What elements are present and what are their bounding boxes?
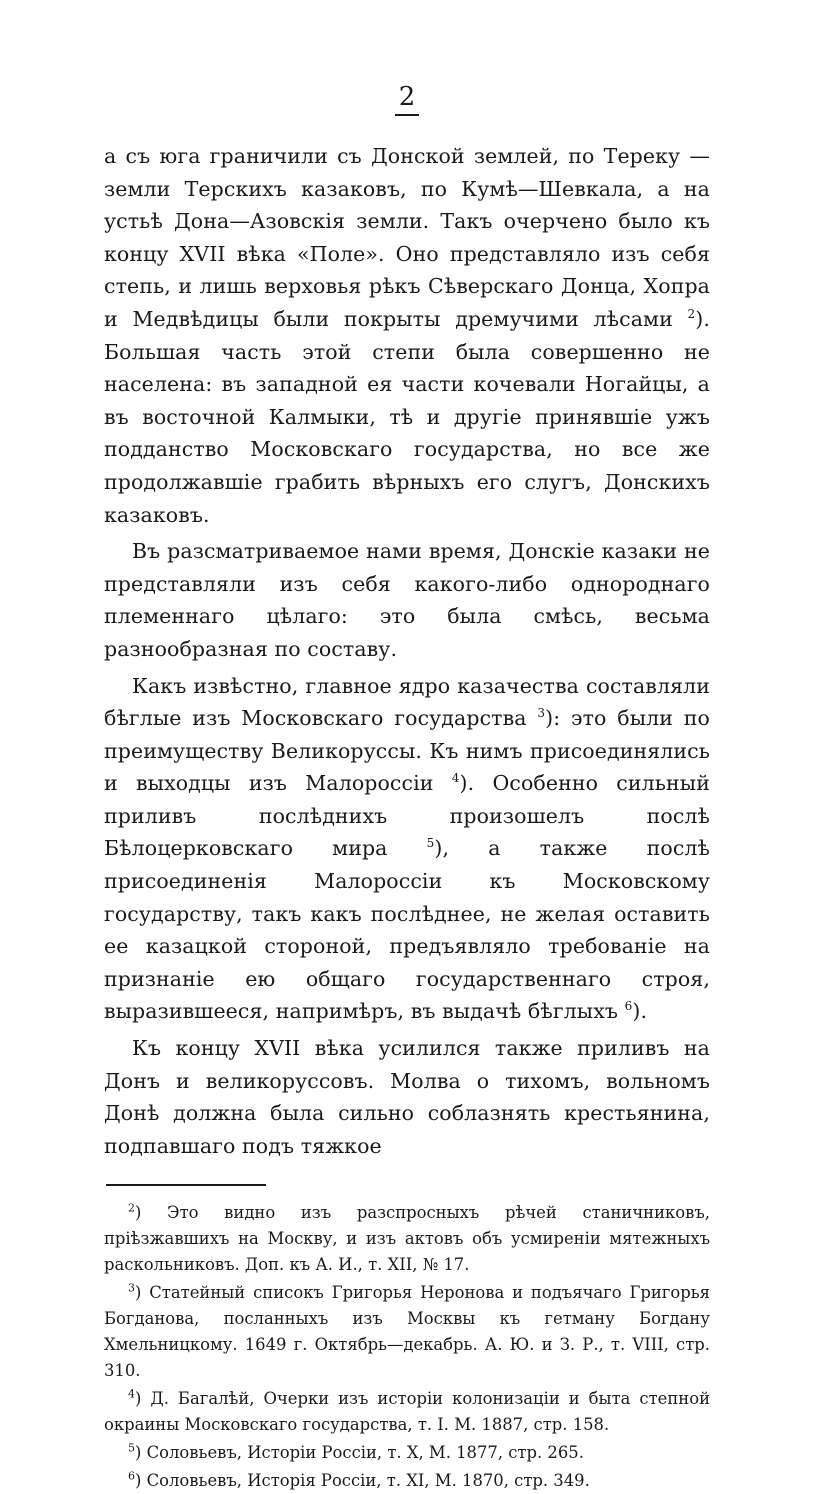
paragraph-1: [104, 140, 710, 531]
footnote-3-mark: 3: [128, 1281, 135, 1295]
footnote-3-text: ) Статейный списокъ Григорья Неронова и подъячаго Григорья Богданова, посланныхъ изъ Москвы къ гетману Богдану Хмельницкому. 1649 г. Октябрь—декабрь. А. Ю. и З. Р., т. VIII, стр. 310.: [104, 1283, 710, 1381]
paragraph-3-text-d: ), а также послѣ присоединенія Малороссіи къ Московскому государству, такъ какъ послѣднее, не желая оставить ее казацкой стороной, предъявляло требованіе на признаніе ею общаго государственнаго строя, выразившееся, напримѣръ, въ выдачѣ бѣглыхъ: [104, 836, 711, 1024]
paragraph-1-text-a: а съ юга граничили съ Донской землей, по Тереку — земли Терскихъ казаковъ, по Кумѣ—Шевкала, а на устьѣ Дона—Азовскія земли. Такъ очерчено было къ концу XVII вѣка «Поле». Оно представляло изъ себя степь, и лишь верховья рѣкъ Сѣверскаго Донца, Хопра и Медвѣдицы были покрыты дремучими лѣсами: [104, 144, 710, 331]
footnote-2-mark: 2: [128, 1201, 135, 1215]
paragraph-4-text: Къ концу XVII вѣка усилился также приливъ на Донъ и великоруссовъ. Молва о тихомъ, вольномъ Донѣ должна была сильно соблазнять крестьянина, подпавшаго подъ тяжкое: [104, 1036, 710, 1158]
footnote-5-mark: 5: [128, 1441, 135, 1455]
paragraph-1-text-b: ). Большая часть этой степи была совершенно не населена: въ западной ея части кочевали Ногайцы, а въ восточной Калмыки, тѣ и другіе принявшіе ужъ подданство Московскаго государства, но все же продолжавшіе грабить вѣрныхъ его слугъ, Донскихъ казаковъ.: [104, 306, 710, 527]
paragraph-3-text-c: ). Особенно сильный приливъ послѣднихъ произошелъ послѣ Бѣлоцерковскаго мира: [104, 771, 710, 861]
paragraph-3-text-a: Какъ извѣстно, главное ядро казачества составляли бѣглые изъ Московскаго государства: [104, 673, 710, 731]
paragraph-3-text-e: ).: [632, 999, 648, 1024]
footnote-2-text: ) Это видно изъ разспросныхъ рѣчей станичниковъ, пріѣзжавшихъ на Москву, и изъ актовъ объ усмиреніи мятежныхъ раскольниковъ. Доп. къ А. И., т. XII, № 17.: [104, 1203, 710, 1275]
paragraph-2-text: Въ разсматриваемое нами время, Донскіе казаки не представляли изъ себя какого-либо однороднаго племеннаго цѣлаго: это была смѣсь, весьма разнообразная по составу.: [104, 539, 710, 661]
page-number-value: 2: [395, 82, 420, 116]
footnotes: [104, 1200, 710, 1494]
footnote-5: [104, 1440, 710, 1466]
footnote-4: [104, 1386, 710, 1438]
footnote-6-mark: 6: [128, 1469, 135, 1483]
footnote-6-text: ) Соловьевъ, Исторія Россіи, т. XI, М. 1870, стр. 349.: [135, 1471, 590, 1491]
page-number: [104, 82, 710, 116]
footnote-5-text: ) Соловьевъ, Исторіи Россіи, т. X, М. 1877, стр. 265.: [135, 1443, 584, 1463]
book-page: [104, 82, 710, 1494]
footnote-4-mark: 4: [128, 1387, 135, 1401]
footnote-divider: [106, 1184, 266, 1186]
footnote-ref-6: 6: [624, 999, 633, 1014]
footnote-6: [104, 1468, 710, 1494]
footnote-3: [104, 1280, 710, 1384]
footnote-2: [104, 1200, 710, 1278]
footnote-ref-5: 5: [426, 836, 435, 851]
body-text: [104, 140, 710, 1162]
paragraph-3-text-b: ): это были по преимуществу Великоруссы. Къ нимъ присоединялись и выходцы изъ Малороссіи: [104, 706, 710, 796]
footnote-4-text: ) Д. Багалѣй, Очерки изъ исторіи колонизаціи и быта степной окраины Московскаго государства, т. I. М. 1887, стр. 158.: [104, 1389, 710, 1435]
footnote-ref-4: 4: [451, 771, 460, 786]
paragraph-4: [104, 1032, 710, 1162]
paragraph-3: [104, 670, 710, 1029]
footnote-ref-3: 3: [537, 706, 546, 721]
paragraph-2: [104, 535, 710, 665]
footnote-ref-2: 2: [687, 307, 696, 322]
